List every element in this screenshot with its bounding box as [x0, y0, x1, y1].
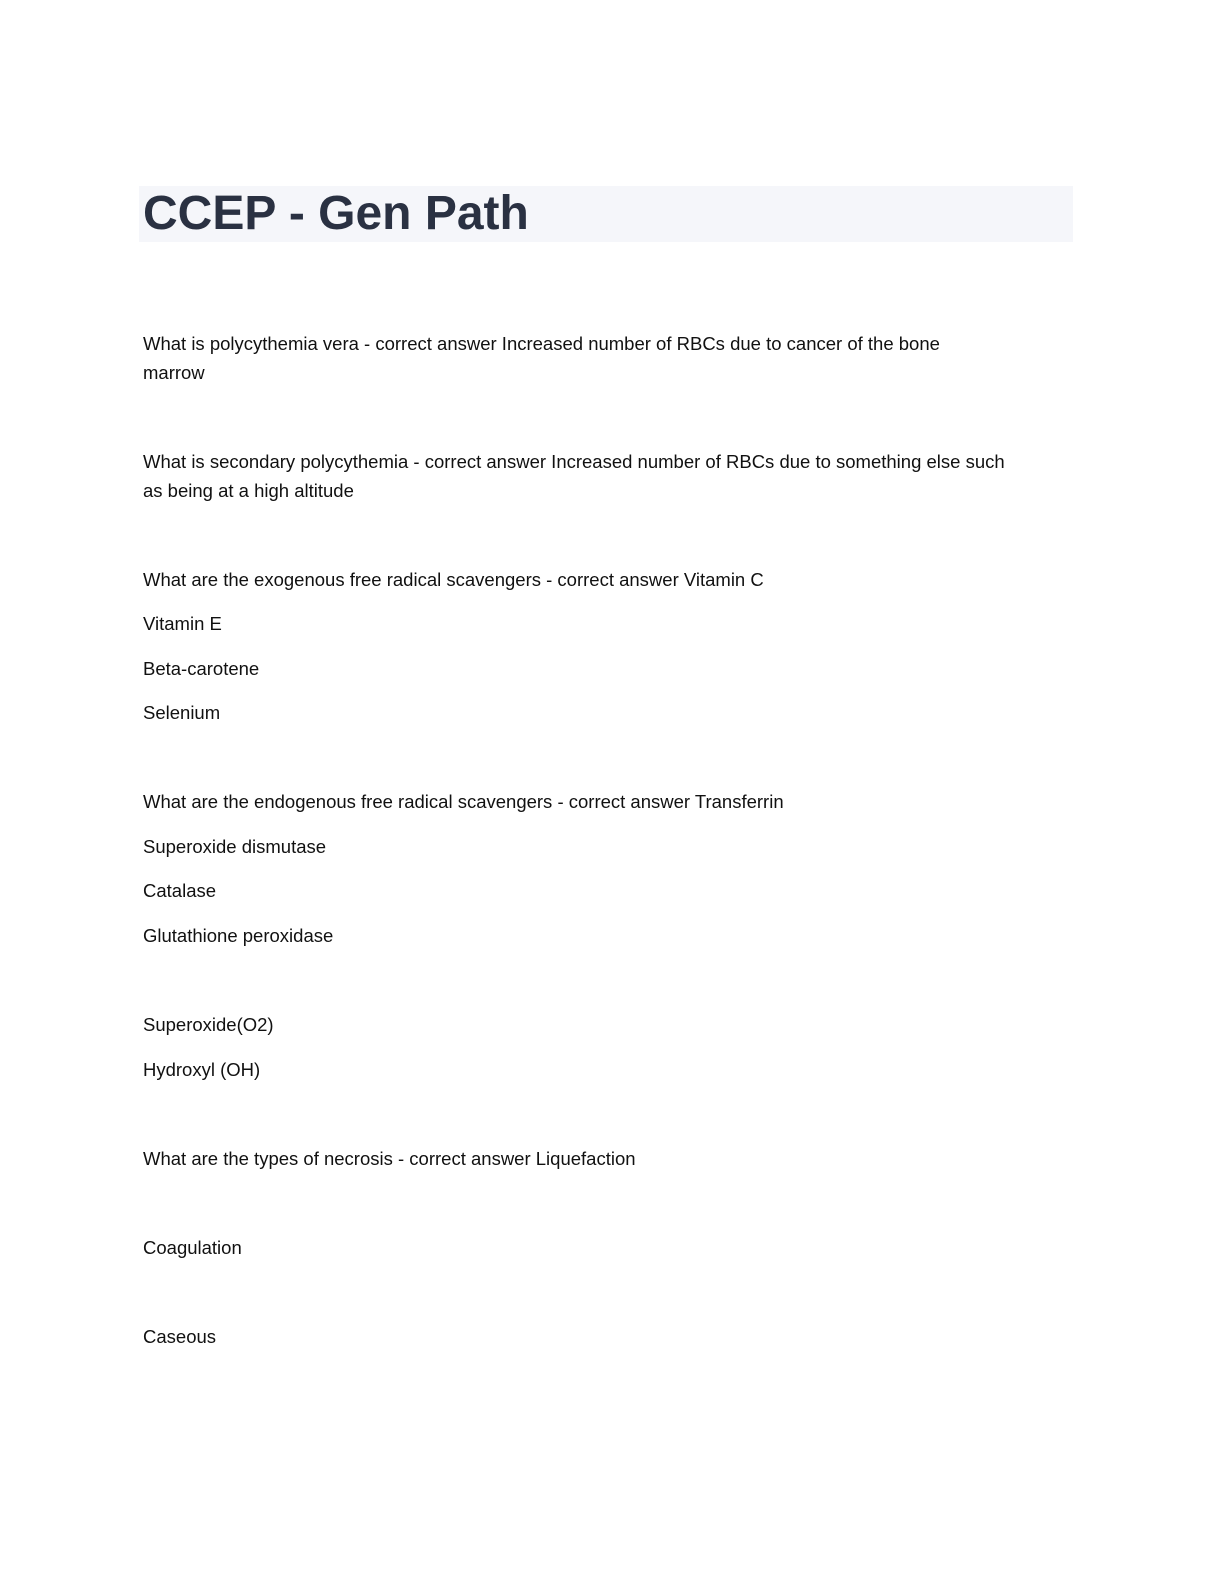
qa-line: What is polycythemia vera - correct answer Increased number of RBCs due to cancer of the bone	[143, 333, 940, 354]
qa-line: What are the endogenous free radical scavengers - correct answer Transferrin	[143, 791, 784, 812]
qa-line: Vitamin E	[143, 613, 222, 634]
qa-line: Beta-carotene	[143, 658, 260, 679]
qa-line: Hydroxyl (OH)	[143, 1059, 261, 1080]
qa-line: marrow	[143, 362, 205, 383]
qa-line: Coagulation	[143, 1237, 242, 1258]
qa-line: What are the exogenous free radical scavengers - correct answer Vitamin C	[143, 569, 764, 590]
qa-line: Superoxide dismutase	[143, 836, 327, 857]
qa-line: Catalase	[143, 880, 217, 901]
document-title: CCEP - Gen Path	[143, 187, 529, 240]
qa-line: Glutathione peroxidase	[143, 925, 334, 946]
qa-line: Superoxide(O2)	[143, 1014, 274, 1035]
qa-line: Caseous	[143, 1326, 217, 1347]
qa-line: as being at a high altitude	[143, 480, 354, 501]
qa-line: What is secondary polycythemia - correct answer Increased number of RBCs due to something else such	[143, 451, 1005, 472]
qa-line: Selenium	[143, 702, 221, 723]
qa-line: What are the types of necrosis - correct answer Liquefaction	[143, 1148, 636, 1169]
